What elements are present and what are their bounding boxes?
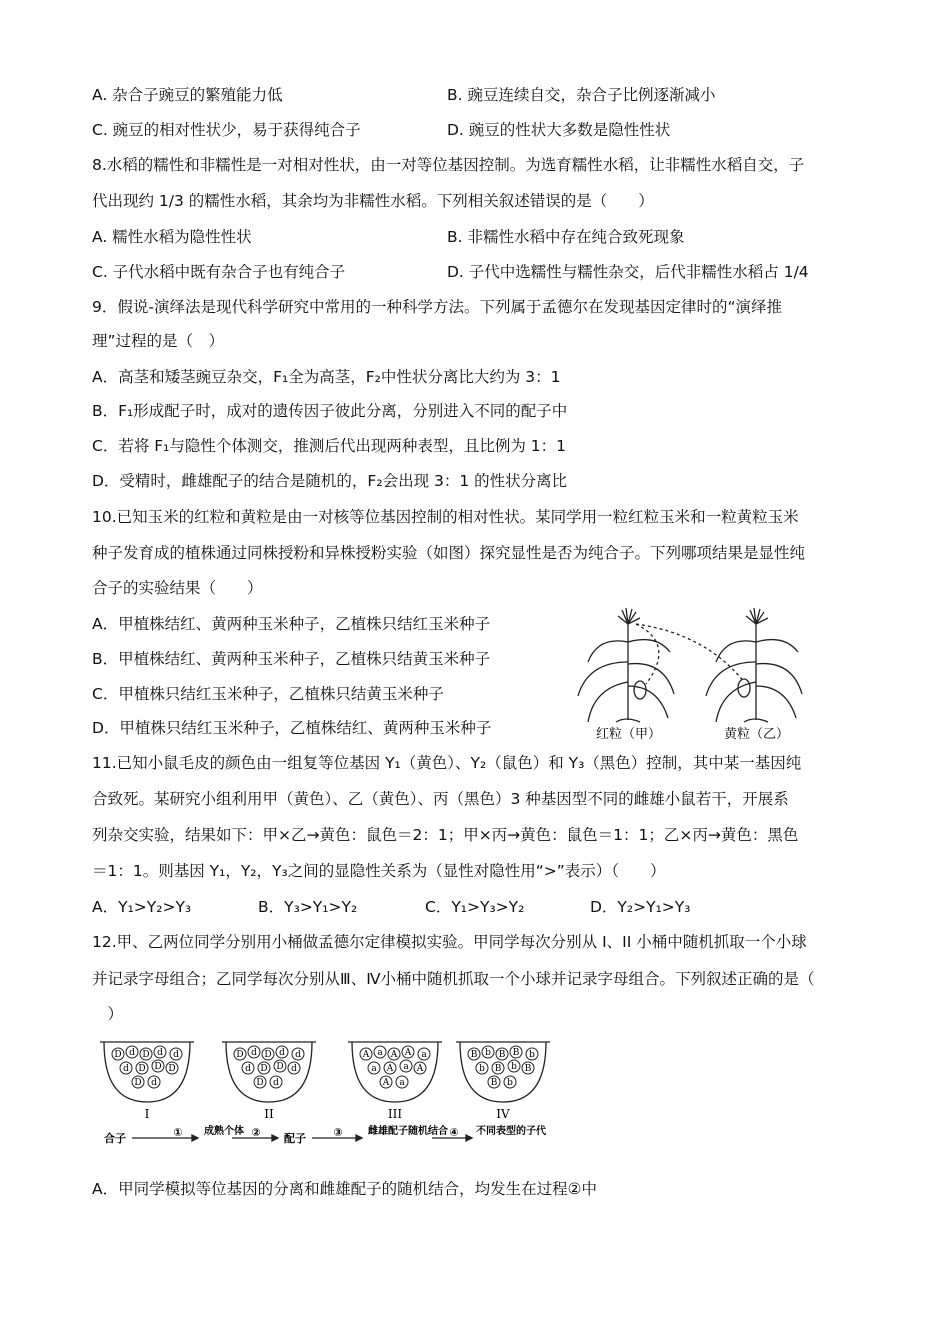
q7-option-c: C. 豌豆的相对性状少，易于获得纯合子 [92,121,361,139]
svg-text:D: D [154,1062,162,1072]
bucket-label-2: II [264,1107,274,1121]
svg-text:D: D [256,1078,264,1088]
svg-text:d: d [157,1048,163,1058]
flow-gamete: 配子 [284,1132,306,1145]
svg-text:D: D [114,1050,122,1060]
svg-text:B: B [494,1064,502,1074]
svg-text:d: d [173,1050,179,1060]
q9-stem-line1: 9．假说-演绎法是现代科学研究中常用的一种科学方法。下列属于孟德尔在发现基因定律时的“演绎推 [92,298,782,316]
q9-option-c: C．若将 F₁与隐性个体测交，推测后代出现两种表型，且比例为 1：1 [92,437,567,455]
svg-text:B: B [498,1050,506,1060]
q9-stem-line2: 理”过程的是（ ） [92,332,225,350]
svg-text:d: d [251,1048,257,1058]
svg-text:B: B [490,1078,498,1088]
svg-text:A: A [404,1048,412,1058]
svg-text:a: a [371,1064,377,1074]
q10-stem-line2: 种子发育成的植株通过同株授粉和异株授粉实验（如图）探究显性是否为纯合子。下列哪项结果是显性纯 [92,544,806,562]
svg-text:d: d [291,1064,297,1074]
q12-stem-line2: 并记录字母组合；乙同学每次分别从Ⅲ、Ⅳ小桶中随机抓取一个小球并记录字母组合。下列叙述正确的是（ [92,970,815,988]
svg-text:b: b [511,1062,517,1072]
svg-text:b: b [485,1048,491,1058]
svg-text:d: d [129,1048,135,1058]
q7-option-b: B. 豌豆连续自交，杂合子比例逐渐减小 [447,86,716,104]
svg-text:D: D [134,1078,142,1088]
svg-text:d: d [123,1064,129,1074]
svg-text:D: D [236,1050,244,1060]
q8-option-d: D. 子代中选糯性与糯性杂交，后代非糯性水稻占 1/4 [447,263,809,281]
q8-option-b: B. 非糯性水稻中存在纯合致死现象 [447,228,685,246]
q11-option-d: D．Y₂>Y₁>Y₃ [590,898,691,916]
flow-step-3: ③ [333,1126,343,1139]
svg-text:a: a [377,1048,383,1058]
flow-step-4: ④ [449,1126,459,1139]
fig-label-yellow-kernel: 黄粒（乙） [724,727,790,742]
svg-text:D: D [264,1050,272,1060]
flow-zygote: 合子 [104,1132,126,1145]
q8-option-a: A. 糯性水稻为隐性性状 [92,228,252,246]
bucket-label-3: III [387,1107,403,1121]
svg-text:a: a [421,1050,427,1060]
svg-text:B: B [512,1048,520,1058]
q11-option-a: A．Y₁>Y₂>Y₃ [92,898,192,916]
q10-option-b: B．甲植株结红、黄两种玉米种子，乙植株只结黄玉米种子 [92,650,491,668]
svg-text:A: A [382,1078,390,1088]
svg-text:D: D [276,1062,284,1072]
q10-option-a: A．甲植株结红、黄两种玉米种子，乙植株只结红玉米种子 [92,615,491,633]
svg-text:d: d [295,1050,301,1060]
q9-option-d: D．受精时，雌雄配子的结合是随机的，F₂会出现 3：1 的性状分离比 [92,472,568,490]
q11-option-b: B．Y₃>Y₁>Y₂ [258,898,358,916]
svg-text:a: a [399,1078,405,1088]
flow-mature-individual: 成熟个体 [204,1126,244,1137]
svg-text:d: d [273,1078,279,1088]
q8-stem-line1: 8.水稻的糯性和非糯性是一对相对性状，由一对等位基因控制。为选育糯性水稻，让非糯性水稻自交，子 [92,156,805,174]
q8-stem-line2: 代出现约 1/3 的糯性水稻，其余均为非糯性水稻。下列相关叙述错误的是（ ） [92,192,654,210]
buckets-illustration [98,1034,558,1158]
svg-text:B: B [470,1050,478,1060]
bucket-simulation-figure [98,1034,558,1158]
q12-stem-line1: 12.甲、乙两位同学分别用小桶做孟德尔定律模拟实验。甲同学每次分别从 I、II 小桶中随机抓取一个小球 [92,933,807,951]
q7-option-d: D. 豌豆的性状大多数是隐性性状 [447,121,671,139]
q11-stem-line2: 合致死。某研究小组利用甲（黄色）、乙（黄色）、丙（黑色）3 种基因型不同的雌雄小鼠若干，开展系 [92,790,789,808]
corn-plants-illustration [556,602,826,742]
flow-step-2: ② [251,1126,261,1139]
svg-text:D: D [142,1050,150,1060]
flow-random-fusion: 雌雄配子随机结合 [368,1126,448,1137]
flow-offspring: 不同表型的子代 [476,1126,546,1137]
q11-stem-line1: 11.已知小鼠毛皮的颜色由一组复等位基因 Y₁（黄色）、Y₂（鼠色）和 Y₃（黑色）控制，其中某一基因纯 [92,754,802,772]
svg-text:A: A [386,1064,394,1074]
q10-option-d: D．甲植株只结红玉米种子，乙植株结红、黄两种玉米种子 [92,719,492,737]
svg-text:A: A [416,1064,424,1074]
q11-stem-line3: 列杂交实验，结果如下：甲×乙→黄色：鼠色＝2：1；甲×丙→黄色：鼠色＝1：1；乙×丙→黄色：黑色 [92,826,799,844]
flow-step-1: ① [173,1126,183,1139]
svg-text:d: d [279,1048,285,1058]
fig-label-red-kernel: 红粒（甲） [596,727,662,742]
q12-stem-line3: ） [92,1005,124,1023]
q11-option-c: C．Y₁>Y₃>Y₂ [425,898,525,916]
bucket-label-1: I [144,1107,150,1121]
svg-text:b: b [507,1078,513,1088]
svg-text:b: b [529,1050,535,1060]
svg-text:d: d [245,1064,251,1074]
q10-stem-line1: 10.已知玉米的红粒和黄粒是由一对核等位基因控制的相对性状。某同学用一粒红粒玉米和一粒黄粒玉米 [92,508,799,526]
svg-text:D: D [260,1064,268,1074]
q8-option-c: C. 子代水稻中既有杂合子也有纯合子 [92,263,346,281]
svg-text:A: A [390,1050,398,1060]
svg-text:a: a [403,1062,409,1072]
svg-text:b: b [479,1064,485,1074]
svg-text:D: D [168,1064,176,1074]
q7-option-a: A. 杂合子豌豆的繁殖能力低 [92,86,283,104]
q11-stem-line4: ＝1：1。则基因 Y₁，Y₂，Y₃之间的显隐性关系为（显性对隐性用“>”表示）（ ） [92,862,666,880]
corn-pollination-figure [556,602,826,742]
q10-stem-line3: 合子的实验结果（ ） [92,579,263,597]
svg-text:A: A [362,1050,370,1060]
bucket-label-4: IV [496,1107,510,1121]
svg-text:d: d [151,1078,157,1088]
q9-option-b: B．F₁形成配子时，成对的遗传因子彼此分离，分别进入不同的配子中 [92,402,568,420]
svg-text:B: B [524,1064,532,1074]
q12-option-a: A．甲同学模拟等位基因的分离和雌雄配子的随机结合，均发生在过程②中 [92,1180,598,1198]
q10-option-c: C．甲植株只结红玉米种子，乙植株只结黄玉米种子 [92,685,444,703]
q9-option-a: A．高茎和矮茎豌豆杂交，F₁全为高茎，F₂中性状分离比大约为 3：1 [92,368,561,386]
svg-text:D: D [138,1064,146,1074]
